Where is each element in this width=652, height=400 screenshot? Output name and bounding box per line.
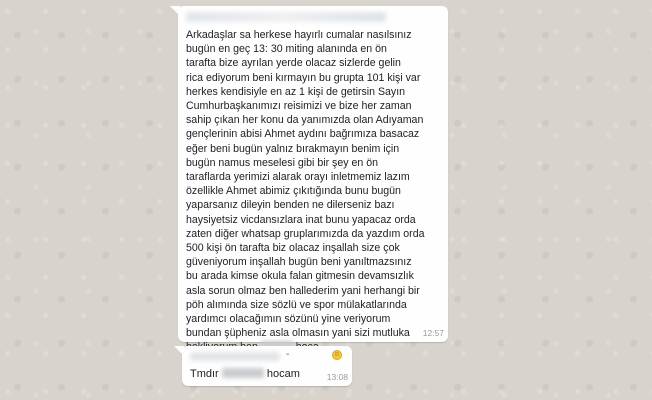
reply-timestamp: 13:08	[326, 372, 348, 382]
blurred-reply-name	[222, 368, 264, 378]
blurred-sender-name	[186, 12, 386, 22]
reply-suffix: hocam	[266, 368, 300, 380]
reply-bubble[interactable]	[182, 346, 352, 386]
message-body: Arkadaşlar sa herkese hayırlı cumalar nasılsınız bugün en geç 13: 30 miting alanında en ön tarafta bize ayrılan yerde olacaz sizlerde gelin rica ediyorum beni kırmayın bu grupta 101 kişi var herkes kendisiyle en az 1 kişi de getirsin Sayın Cumhurbaşkanımızı reisimizi ve bize her zaman sahip çıkan her konu da yanımızda olan Adıyaman gençlerinin abisi Ahmet aydını bağrımıza basacaz eğer beni bugün yalnız bırakmayın benim için bugün namus meselesi gibi bir şey en ön taraflarda yerimizi alarak orayı inletmemiz lazım özellikle Ahmet abimiz çıkıtığında bunu bugün yaparsanız dileyin benden ne dilerseniz bazı haysiyetsiz vicdansızlara inat bunu yapacaz orda zaten diğer whatsap gruplarımızda da yazdım orda 500 kişi ön tarafta biz olacaz inşallah size çok güveniyorum inşallah bugün beni yanıltmazsınız bu arada kimse okula falan gitmesin devamsızlık asla sorun olmaz ben hallederim yani herhangi bir pöh alımında size sözlü ve spor mülakatlarında yardımcı olacağımın sözünü yine veriyorum bundan şüpheniz asla olmasın yani sizi mutluka	[186, 29, 425, 340]
reply-sender-dash: -	[286, 349, 290, 360]
reply-text	[190, 368, 300, 380]
blurred-reply-sender	[190, 352, 280, 361]
reply-prefix: Tmdır	[190, 368, 219, 380]
message-text	[186, 28, 444, 355]
message-bubble[interactable]	[178, 6, 448, 342]
smiley-emoji-icon: ☺	[333, 351, 341, 358]
message-timestamp: 12:57	[422, 328, 444, 338]
